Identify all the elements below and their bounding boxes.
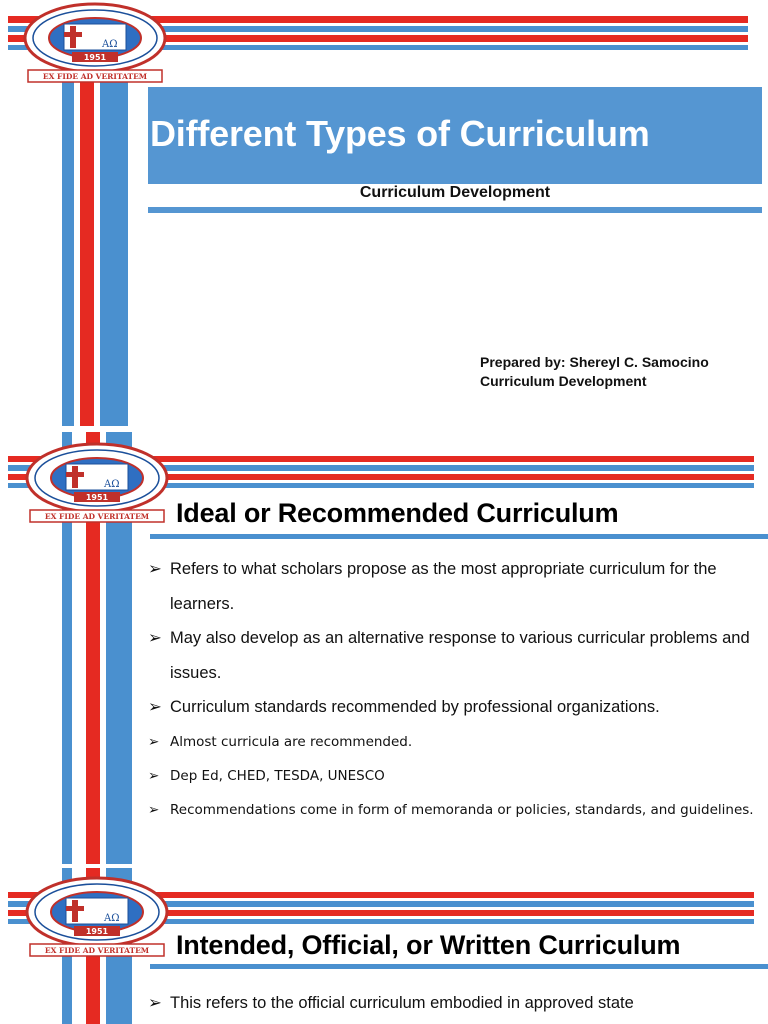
prepared-by-course: Curriculum Development [480, 373, 647, 389]
arrowhead-bullet-icon: ➢ [148, 767, 160, 784]
svg-text:AΩ: AΩ [102, 39, 118, 50]
list-item [148, 793, 754, 827]
left-stripe-blue-2 [100, 40, 128, 426]
bullet-text: This refers to the official curriculum embodied in approved state [170, 994, 634, 1012]
list-item [148, 986, 754, 1021]
svg-text:EX FIDE AD VERITATEM: EX FIDE AD VERITATEM [44, 512, 150, 521]
section-rule [150, 964, 768, 969]
arrowhead-bullet-icon: ➢ [148, 560, 162, 578]
svg-text:1951: 1951 [85, 493, 109, 502]
arrowhead-bullet-icon: ➢ [148, 698, 162, 716]
list-item [148, 725, 754, 759]
slide-subtitle: Curriculum Development [359, 184, 551, 201]
slide-title [0, 0, 768, 426]
bullet-text: Curriculum standards recommended by professional organizations. [170, 698, 660, 716]
list-item [148, 759, 754, 793]
list-item [148, 690, 754, 725]
svg-text:1951: 1951 [85, 927, 109, 936]
bullet-list [148, 986, 754, 1021]
bullet-text: Almost curricula are recommended. [170, 733, 413, 750]
slide-ideal-curriculum [0, 432, 768, 864]
svg-text:AΩ: AΩ [104, 913, 120, 924]
bullet-text: Refers to what scholars propose as the most appropriate curriculum for the learners. [170, 560, 717, 613]
bullet-text: May also develop as an alternative response to various curricular problems and issues. [170, 629, 750, 682]
list-item [148, 552, 754, 621]
bullet-list [148, 552, 754, 827]
arrowhead-bullet-icon: ➢ [148, 994, 162, 1012]
arrowhead-bullet-icon: ➢ [148, 801, 160, 818]
arrowhead-bullet-icon: ➢ [148, 733, 160, 750]
school-seal-icon [22, 442, 172, 524]
svg-text:1951: 1951 [83, 53, 107, 62]
title-rule [148, 207, 762, 213]
svg-text:EX FIDE AD VERITATEM: EX FIDE AD VERITATEM [44, 946, 150, 955]
prepared-by-block [480, 353, 709, 391]
svg-text:AΩ: AΩ [104, 479, 120, 490]
left-stripe-blue-1 [62, 40, 74, 426]
slide-intended-curriculum [0, 868, 768, 1024]
bullet-text: Recommendations come in form of memoranda or policies, standards, and guidelines. [170, 801, 754, 818]
arrowhead-bullet-icon: ➢ [148, 629, 162, 647]
bullet-text: Dep Ed, CHED, TESDA, UNESCO [170, 767, 385, 784]
school-seal-icon [22, 876, 172, 958]
prepared-by-name: Prepared by: Shereyl C. Samocino [480, 354, 709, 370]
list-item [148, 621, 754, 690]
slide-title-text: Different Types of Curriculum [150, 113, 650, 154]
left-stripe-red-1 [80, 40, 94, 426]
svg-text:EX FIDE AD VERITATEM: EX FIDE AD VERITATEM [42, 72, 148, 81]
section-heading: Ideal or Recommended Curriculum [176, 498, 619, 528]
section-heading: Intended, Official, or Written Curriculum [176, 930, 681, 960]
section-rule [150, 534, 768, 539]
school-seal-icon [20, 2, 170, 84]
